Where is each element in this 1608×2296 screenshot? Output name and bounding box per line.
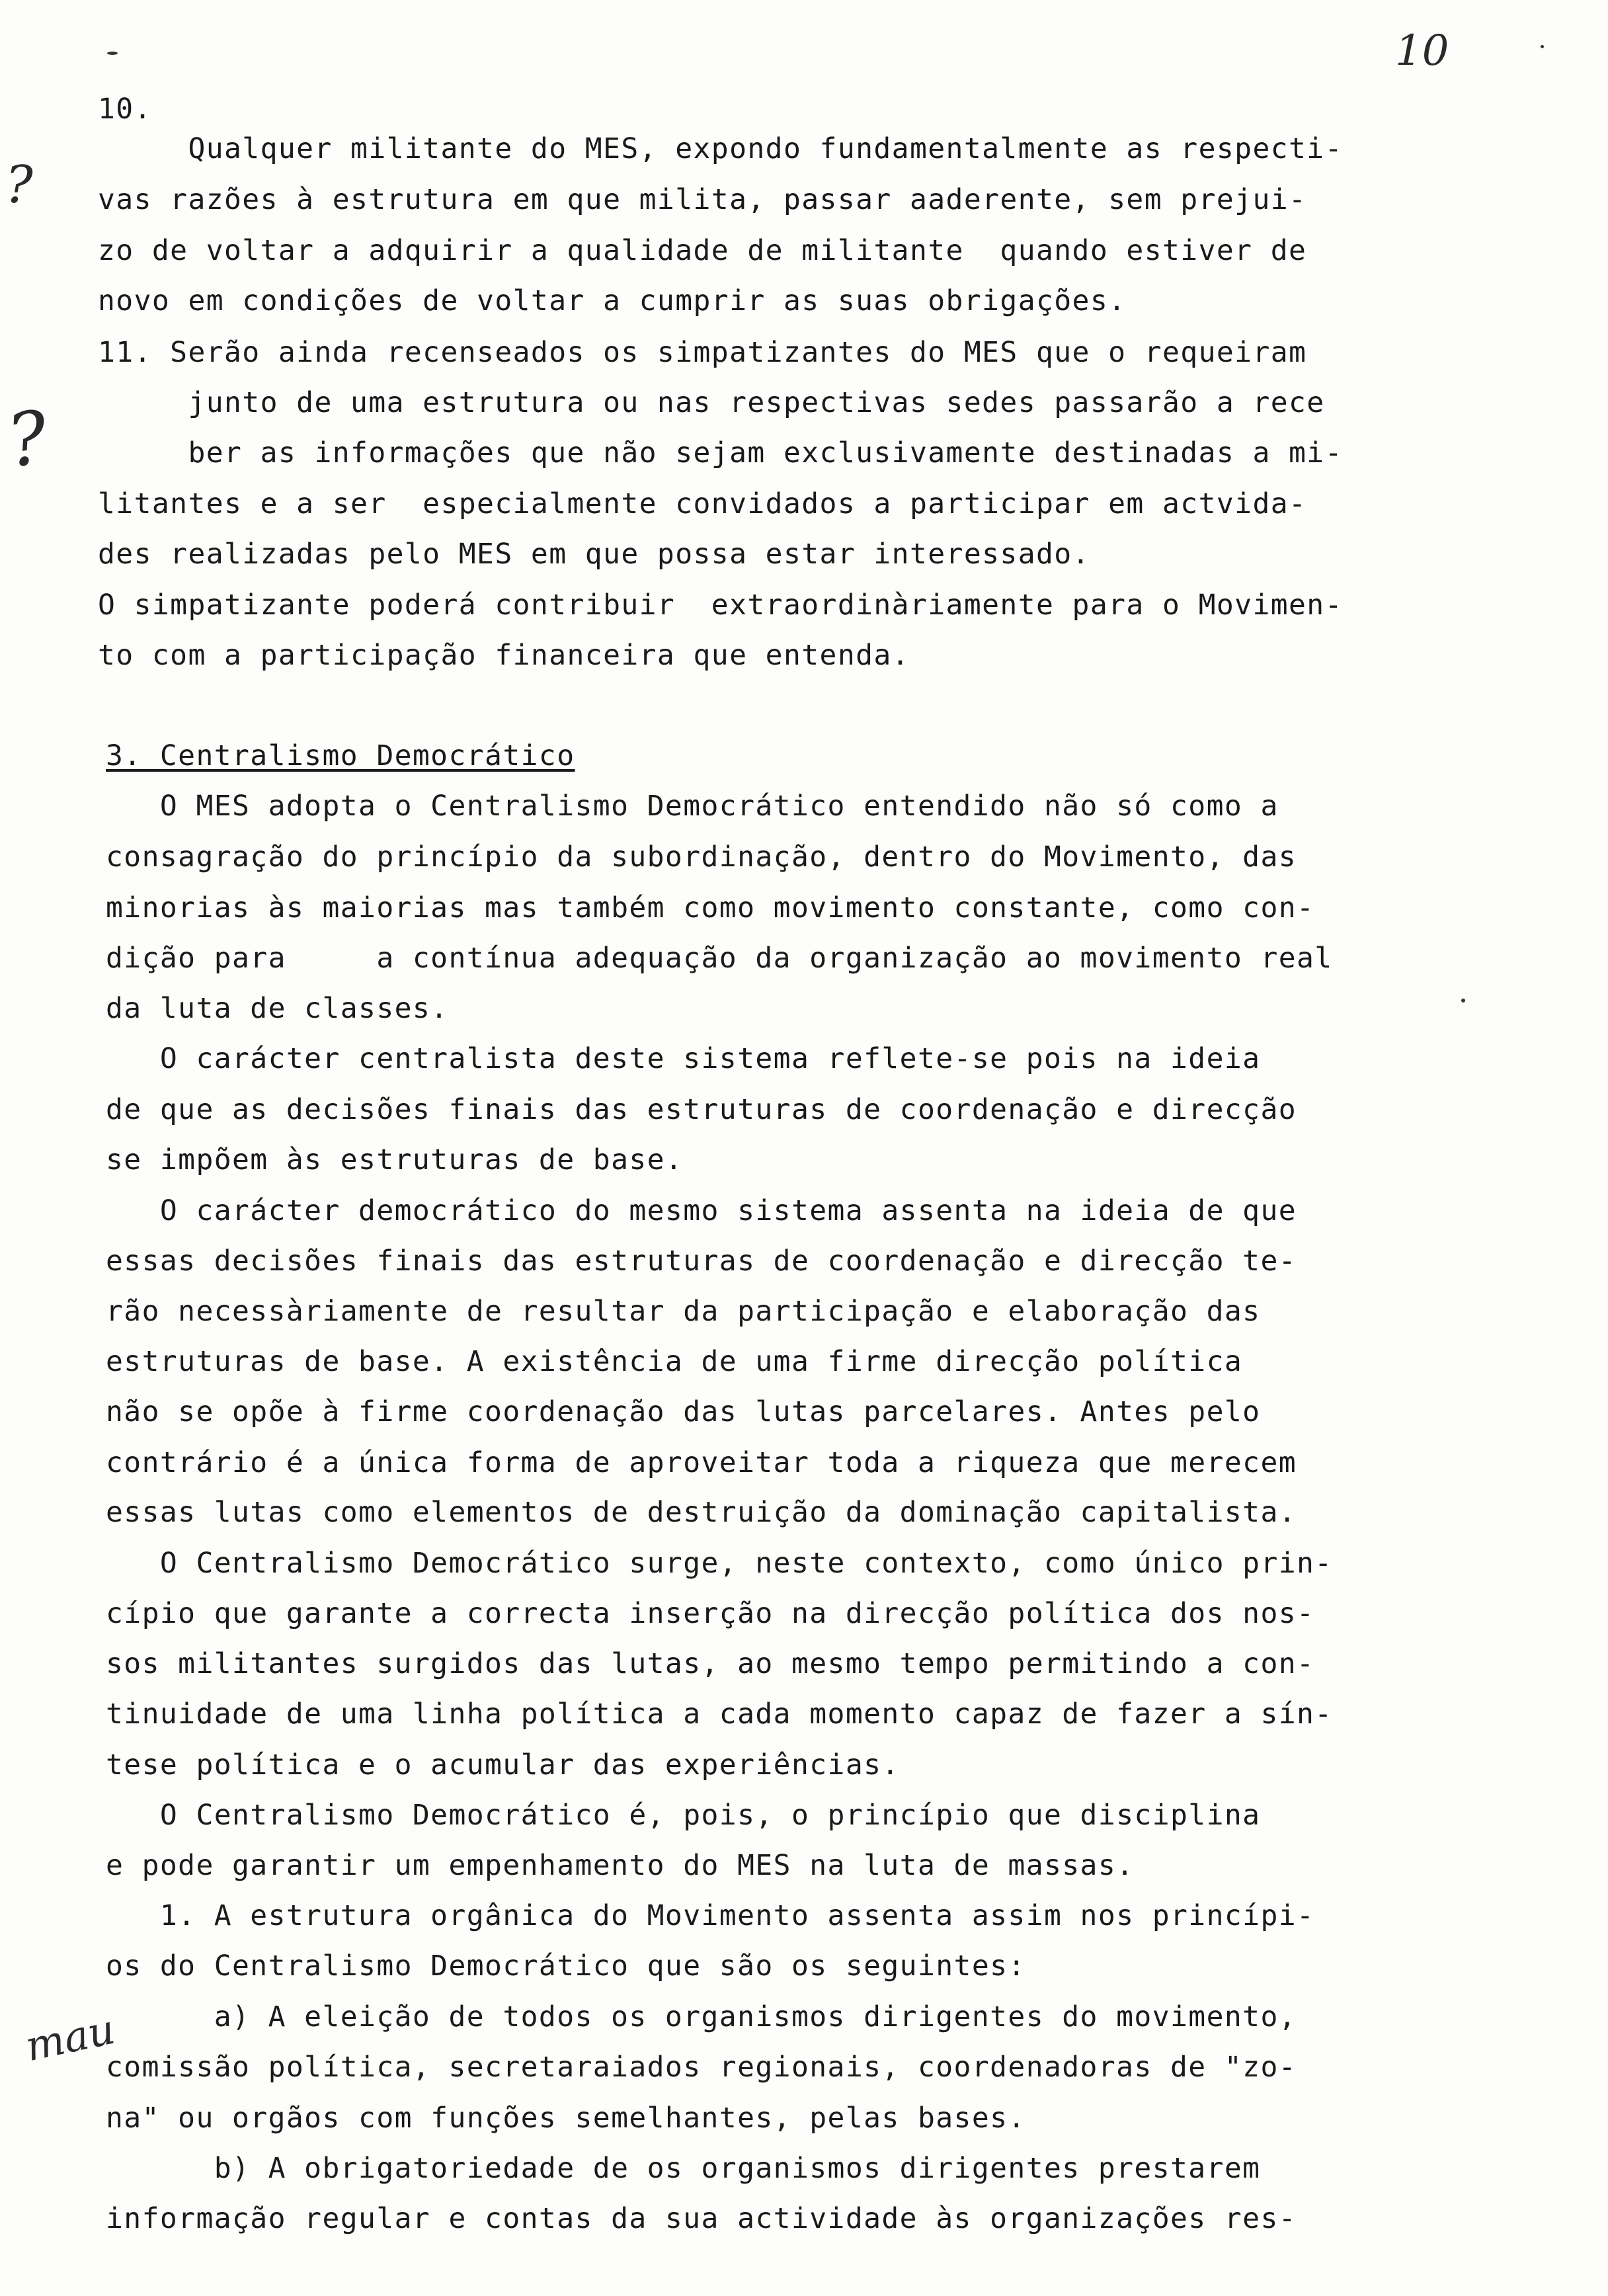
text-line: sos militantes surgidos das lutas, ao mesmo tempo permitindo a con- (106, 1647, 1315, 1680)
handwritten-page-number: 10 (1395, 26, 1449, 75)
margin-question-mark: ? (5, 155, 33, 215)
text-line: e pode garantir um empenhamento do MES na luta de massas. (106, 1849, 1135, 1882)
text-line: 11. Serão ainda recenseados os simpatizantes do MES que o requeiram (98, 336, 1307, 369)
text-line: O Centralismo Democrático surge, neste contexto, como único prin- (106, 1547, 1333, 1580)
scan-speck (107, 52, 118, 55)
text-line: ber as informações que não sejam exclusivamente destinadas a mi- (98, 436, 1343, 470)
text-line: a) A eleição de todos os organismos dirigentes do movimento, (106, 2000, 1297, 2033)
text-line: comissão política, secretaraiados regionais, coordenadoras de "zo- (106, 2051, 1297, 2084)
text-line: b) A obrigatoriedade de os organismos dirigentes prestarem (106, 2152, 1261, 2185)
text-line: tese política e o acumular das experiências. (106, 1748, 900, 1782)
text-line: essas decisões finais das estruturas de coordenação e direcção te- (106, 1245, 1297, 1278)
text-line: essas lutas como elementos de destruição da dominação capitalista. (106, 1496, 1297, 1529)
text-line: Qualquer militante do MES, expondo fundamentalmente as respecti- (98, 132, 1343, 165)
text-line: contrário é a única forma de aproveitar toda a riqueza que merecem (106, 1446, 1297, 1479)
section-heading: 3. Centralismo Democrático (106, 739, 575, 772)
text-line: novo em condições de voltar a cumprir as suas obrigações. (98, 284, 1127, 317)
scan-speck (1461, 999, 1465, 1003)
text-line: os do Centralismo Democrático que são os seguintes: (106, 1949, 1026, 1983)
margin-question-mark: ? (2, 394, 53, 484)
text-line: zo de voltar a adquirir a qualidade de militante quando estiver de (98, 234, 1307, 267)
scan-speck (1541, 45, 1544, 48)
text-line: minorias às maiorias mas também como movimento constante, como con- (106, 891, 1315, 924)
text-line: de que as decisões finais das estruturas de coordenação e direcção (106, 1093, 1297, 1126)
text-line: litantes e a ser especialmente convidados a participar em actvida- (98, 487, 1307, 520)
text-line: O Centralismo Democrático é, pois, o princípio que disciplina (106, 1799, 1261, 1832)
text-line: rão necessàriamente de resultar da participação e elaboração das (106, 1295, 1261, 1328)
text-line: dição para a contínua adequação da organização ao movimento real (106, 942, 1333, 975)
text-line: junto de uma estrutura ou nas respectivas sedes passarão a rece (98, 386, 1325, 419)
text-line: cípio que garante a correcta inserção na direcção política dos nos- (106, 1597, 1315, 1630)
text-line: consagração do princípio da subordinação, dentro do Movimento, das (106, 840, 1297, 874)
text-line: 10. (98, 93, 152, 126)
text-line: não se opõe à firme coordenação das lutas parcelares. Antes pelo (106, 1395, 1261, 1428)
text-line: se impõem às estruturas de base. (106, 1143, 684, 1176)
text-line: O carácter democrático do mesmo sistema assenta na ideia de que (106, 1194, 1297, 1227)
text-line: des realizadas pelo MES em que possa estar interessado. (98, 538, 1090, 571)
margin-note-mau: mau (20, 2004, 119, 2071)
text-line: to com a participação financeira que entenda. (98, 639, 910, 672)
text-line: tinuidade de uma linha política a cada momento capaz de fazer a sín- (106, 1698, 1333, 1731)
text-line: vas razões à estrutura em que milita, passar aaderente, sem prejui- (98, 183, 1307, 216)
text-line: O simpatizante poderá contribuir extraordinàriamente para o Movimen- (98, 589, 1343, 622)
text-line: 1. A estrutura orgânica do Movimento assenta assim nos princípi- (106, 1899, 1315, 1932)
text-line: na" ou orgãos com funções semelhantes, pelas bases. (106, 2102, 1026, 2135)
text-line: O MES adopta o Centralismo Democrático entendido não só como a (106, 790, 1279, 823)
text-line: estruturas de base. A existência de uma firme direcção política (106, 1345, 1243, 1378)
text-line: O carácter centralista deste sistema reflete-se pois na ideia (106, 1042, 1261, 1075)
text-line: da luta de classes. (106, 992, 449, 1025)
text-line: informação regular e contas da sua actividade às organizações res- (106, 2202, 1297, 2235)
